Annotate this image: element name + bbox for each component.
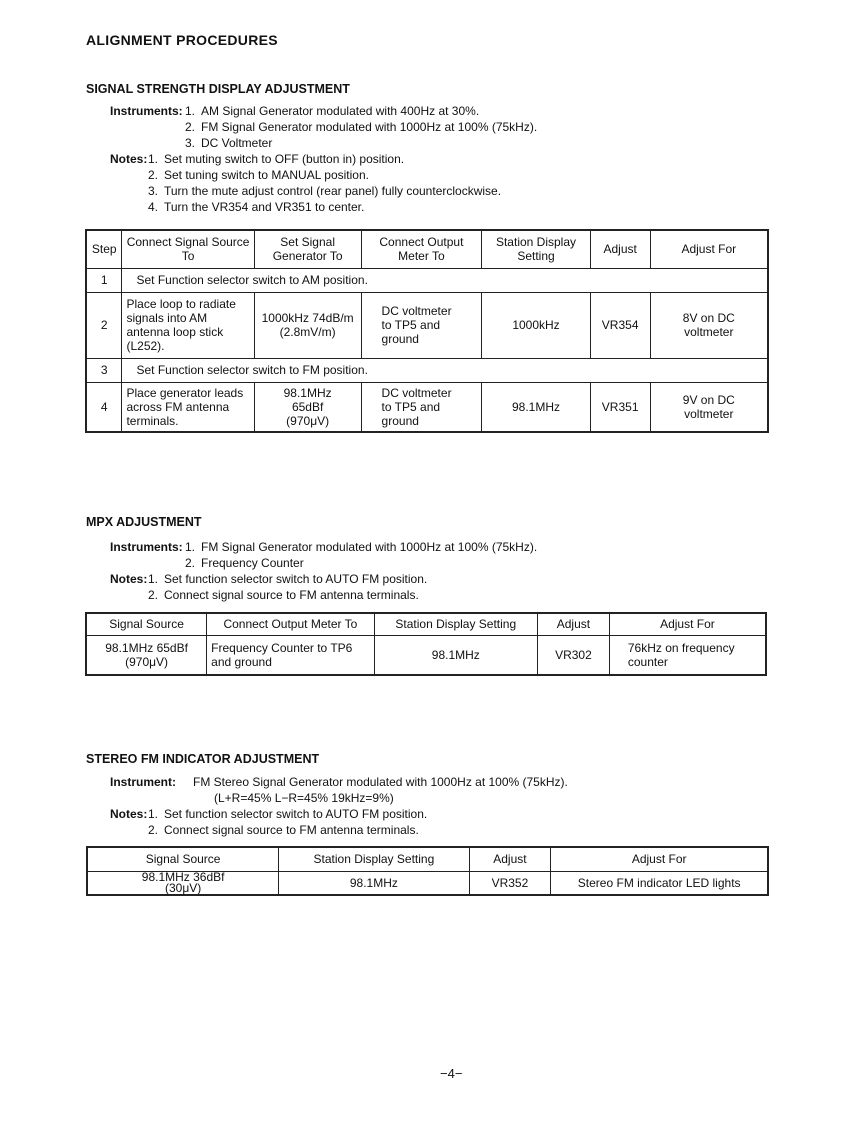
adjust-cell: VR352	[469, 871, 551, 895]
adjust-cell: VR302	[538, 635, 610, 675]
stereo-table	[86, 846, 769, 896]
col-header-adjust-for: Adjust For	[650, 230, 768, 268]
col-header-display: Station Display Setting	[482, 230, 590, 268]
source-cell: Place generator leads across FM antenna terminals.	[122, 382, 254, 432]
table-row	[86, 382, 768, 432]
step-cell: 2	[86, 292, 122, 358]
signal-strength-heading: SIGNAL STRENGTH DISPLAY ADJUSTMENT	[86, 82, 350, 96]
adjust-for-cell: 76kHz on frequency counter	[609, 635, 766, 675]
table-row	[86, 268, 768, 292]
source-cell: 98.1MHz 36dBf (30μV)	[87, 871, 279, 895]
col-header-generator: Set Signal Generator To	[254, 230, 361, 268]
meter-cell: Frequency Counter to TP6 and ground	[207, 635, 374, 675]
instruments-label: Instruments:	[110, 104, 183, 118]
col-header-adjust: Adjust	[590, 230, 650, 268]
table-row	[86, 358, 768, 382]
generator-cell: 98.1MHz 65dBf (970μV)	[254, 382, 361, 432]
adjust-cell: VR351	[590, 382, 650, 432]
meter-cell: DC voltmeter to TP5 and ground	[361, 382, 482, 432]
table-header-row	[87, 847, 768, 871]
col-header-display: Station Display Setting	[374, 613, 537, 635]
col-header-adjust: Adjust	[538, 613, 610, 635]
mpx-notes-label: Notes:	[110, 572, 148, 586]
adjust-for-cell: 8V on DC voltmeter	[650, 292, 768, 358]
adjust-for-cell: 9V on DC voltmeter	[650, 382, 768, 432]
stereo-instrument-label: Instrument:	[110, 775, 176, 789]
col-header-meter: Connect Output Meter To	[361, 230, 482, 268]
table-row	[86, 292, 768, 358]
display-cell: 98.1MHz	[374, 635, 537, 675]
col-header-source: Connect Signal Source To	[122, 230, 254, 268]
stereo-note-1: 1. Set function selector switch to AUTO FM position.	[147, 807, 428, 821]
stereo-instrument-detail: (L+R=45% L−R=45% 19kHz=9%)	[214, 791, 394, 805]
col-header-meter: Connect Output Meter To	[207, 613, 374, 635]
meter-cell: DC voltmeter to TP5 and ground	[361, 292, 482, 358]
signal-note-4: 4. Turn the VR354 and VR351 to center.	[147, 200, 365, 214]
table-header-row	[86, 613, 766, 635]
display-cell: 1000kHz	[482, 292, 590, 358]
mpx-instrument-2: 2. Frequency Counter	[184, 556, 304, 570]
display-cell: 98.1MHz	[279, 871, 469, 895]
mpx-instruments-label: Instruments:	[110, 540, 183, 554]
instruction-cell: Set Function selector switch to AM position.	[122, 268, 768, 292]
adjust-for-cell: Stereo FM indicator LED lights	[551, 871, 768, 895]
mpx-note-2: 2. Connect signal source to FM antenna terminals.	[147, 588, 419, 602]
signal-note-3: 3. Turn the mute adjust control (rear panel) fully counterclockwise.	[147, 184, 502, 198]
step-cell: 3	[86, 358, 122, 382]
stereo-heading: STEREO FM INDICATOR ADJUSTMENT	[86, 752, 320, 766]
instruction-cell: Set Function selector switch to FM position.	[122, 358, 768, 382]
stereo-note-2: 2. Connect signal source to FM antenna terminals.	[147, 823, 419, 837]
signal-note-2: 2. Set tuning switch to MANUAL position.	[147, 168, 369, 182]
col-header-adjust-for: Adjust For	[609, 613, 766, 635]
signal-instrument-2: 2. FM Signal Generator modulated with 1000Hz at 100% (75kHz).	[184, 120, 538, 134]
signal-strength-table	[85, 229, 769, 433]
page-number: −4−	[440, 1066, 463, 1081]
stereo-notes-label: Notes:	[110, 807, 148, 821]
generator-cell: 1000kHz 74dB/m (2.8mV/m)	[254, 292, 361, 358]
display-cell: 98.1MHz	[482, 382, 590, 432]
source-cell: Place loop to radiate signals into AM antenna loop stick (L252).	[122, 292, 254, 358]
step-cell: 1	[86, 268, 122, 292]
source-cell: 98.1MHz 65dBf (970μV)	[86, 635, 207, 675]
mpx-note-1: 1. Set function selector switch to AUTO FM position.	[147, 572, 428, 586]
table-row	[86, 635, 766, 675]
signal-notes-label: Notes:	[110, 152, 148, 166]
mpx-instrument-1: 1. FM Signal Generator modulated with 1000Hz at 100% (75kHz).	[184, 540, 538, 554]
signal-note-1: 1. Set muting switch to OFF (button in) position.	[147, 152, 405, 166]
col-header-step: Step	[86, 230, 122, 268]
signal-instrument-3: 3. DC Voltmeter	[184, 136, 273, 150]
signal-instruments-line-1	[110, 103, 183, 119]
step-cell: 4	[86, 382, 122, 432]
col-header-source: Signal Source	[86, 613, 207, 635]
stereo-instrument-text: FM Stereo Signal Generator modulated with 1000Hz at 100% (75kHz).	[193, 775, 568, 789]
col-header-display: Station Display Setting	[279, 847, 469, 871]
table-row	[87, 871, 768, 895]
signal-instrument-1: 1. AM Signal Generator modulated with 400Hz at 30%.	[184, 104, 480, 118]
table-header-row	[86, 230, 768, 268]
col-header-source: Signal Source	[87, 847, 279, 871]
page-title: ALIGNMENT PROCEDURES	[86, 32, 278, 48]
mpx-heading: MPX ADJUSTMENT	[86, 515, 202, 529]
col-header-adjust-for: Adjust For	[551, 847, 768, 871]
col-header-adjust: Adjust	[469, 847, 551, 871]
mpx-table	[85, 612, 767, 676]
adjust-cell: VR354	[590, 292, 650, 358]
